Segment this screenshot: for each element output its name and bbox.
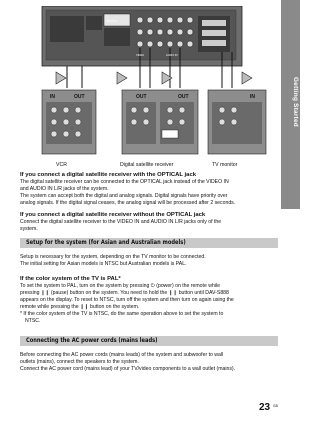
port-label: IN [250,94,255,100]
section-title: Setup for the system (for Asian and Australian models) [26,239,186,246]
system-rear-panel [42,6,242,66]
body-line: The initial setting for Asian models is NTSC but Australian models is PAL. [20,260,187,267]
body-line: Setup is necessary for the system, depending on the TV monitor to be connected. [20,254,206,260]
body-line: and AUDIO IN L/R jacks of the system. [20,185,109,192]
body-line: Connect the AC power cord (mains lead) of your TV/video components to a wall outlet (mains). [20,365,236,372]
body-line: The system can accept both the digital and analog signals. Digital signals have priority over [20,192,228,199]
body-line: Connect the digital satellite receiver to the VIDEO IN and AUDIO IN L/R jacks only of the [20,219,222,225]
signal-flow-arrows [56,72,252,84]
tv-monitor-panel [208,90,266,154]
port-label: OUT [136,94,147,100]
ac-power-section-bar [20,336,278,346]
body-line: analog signals. If the digital signal ceases, the analog signal will be processed after 2 seconds. [20,199,236,206]
pal-section [20,276,278,324]
port-label: OUT [74,94,85,100]
no-optical-section [20,212,278,233]
page-code: GB [273,404,278,408]
side-tab-label: Getting Started [292,77,299,127]
section-heading: If you connect a digital satellite receiver without the OPTICAL jack [20,212,206,218]
section-heading: If you connect a digital satellite receiver with the OPTICAL jack [20,172,197,178]
section-title: Connecting the AC power cords (mains leads) [26,337,158,344]
terminal-label: VIDEO [136,54,145,57]
body-line: outlets (mains), connect the speakers to the system. [20,358,139,365]
body-line: To set the system to PAL, turn on the system by pressing ⏻ (power) on the remote while [20,283,220,289]
body-line: system. [20,225,38,232]
body-line: pressing ❙❙ (pause) button on the system. You need to hold the ❙❙ button until DAV-S888 [20,289,229,296]
optical-section [20,172,278,207]
page-number: 23 [259,402,271,413]
body-line: Before connecting the AC power cords (mains leads) of the system and subwoofer to wall [20,352,224,358]
device-caption: Digital satellite receiver [120,162,174,168]
footnote-line: NTSC. [25,317,41,324]
setup-section [20,254,278,268]
footnote-line: * If the color system of the TV is NTSC, do the same operation above to set the system to [20,310,224,317]
body-line: The digital satellite receiver can be connected to the OPTICAL jack instead of the VIDEO IN [20,179,229,185]
ac-power-section [20,352,278,373]
body-line: remote while pressing the ❙❙ button on the system. [20,303,140,310]
setup-section-bar [20,238,278,248]
terminal-label: OPTICAL [106,20,118,23]
connection-diagram [22,6,277,170]
port-label: IN [50,94,55,100]
device-caption: VCR [56,162,67,168]
device-caption: TV monitor [212,162,238,168]
body-line: appears on the display. To reset to NTSC, turn off the system and then turn on again using the [20,296,234,303]
section-heading: If the color system of the TV is PAL* [20,276,121,282]
terminal-label: AUDIO IN [166,54,178,57]
port-label: OUT [178,94,189,100]
